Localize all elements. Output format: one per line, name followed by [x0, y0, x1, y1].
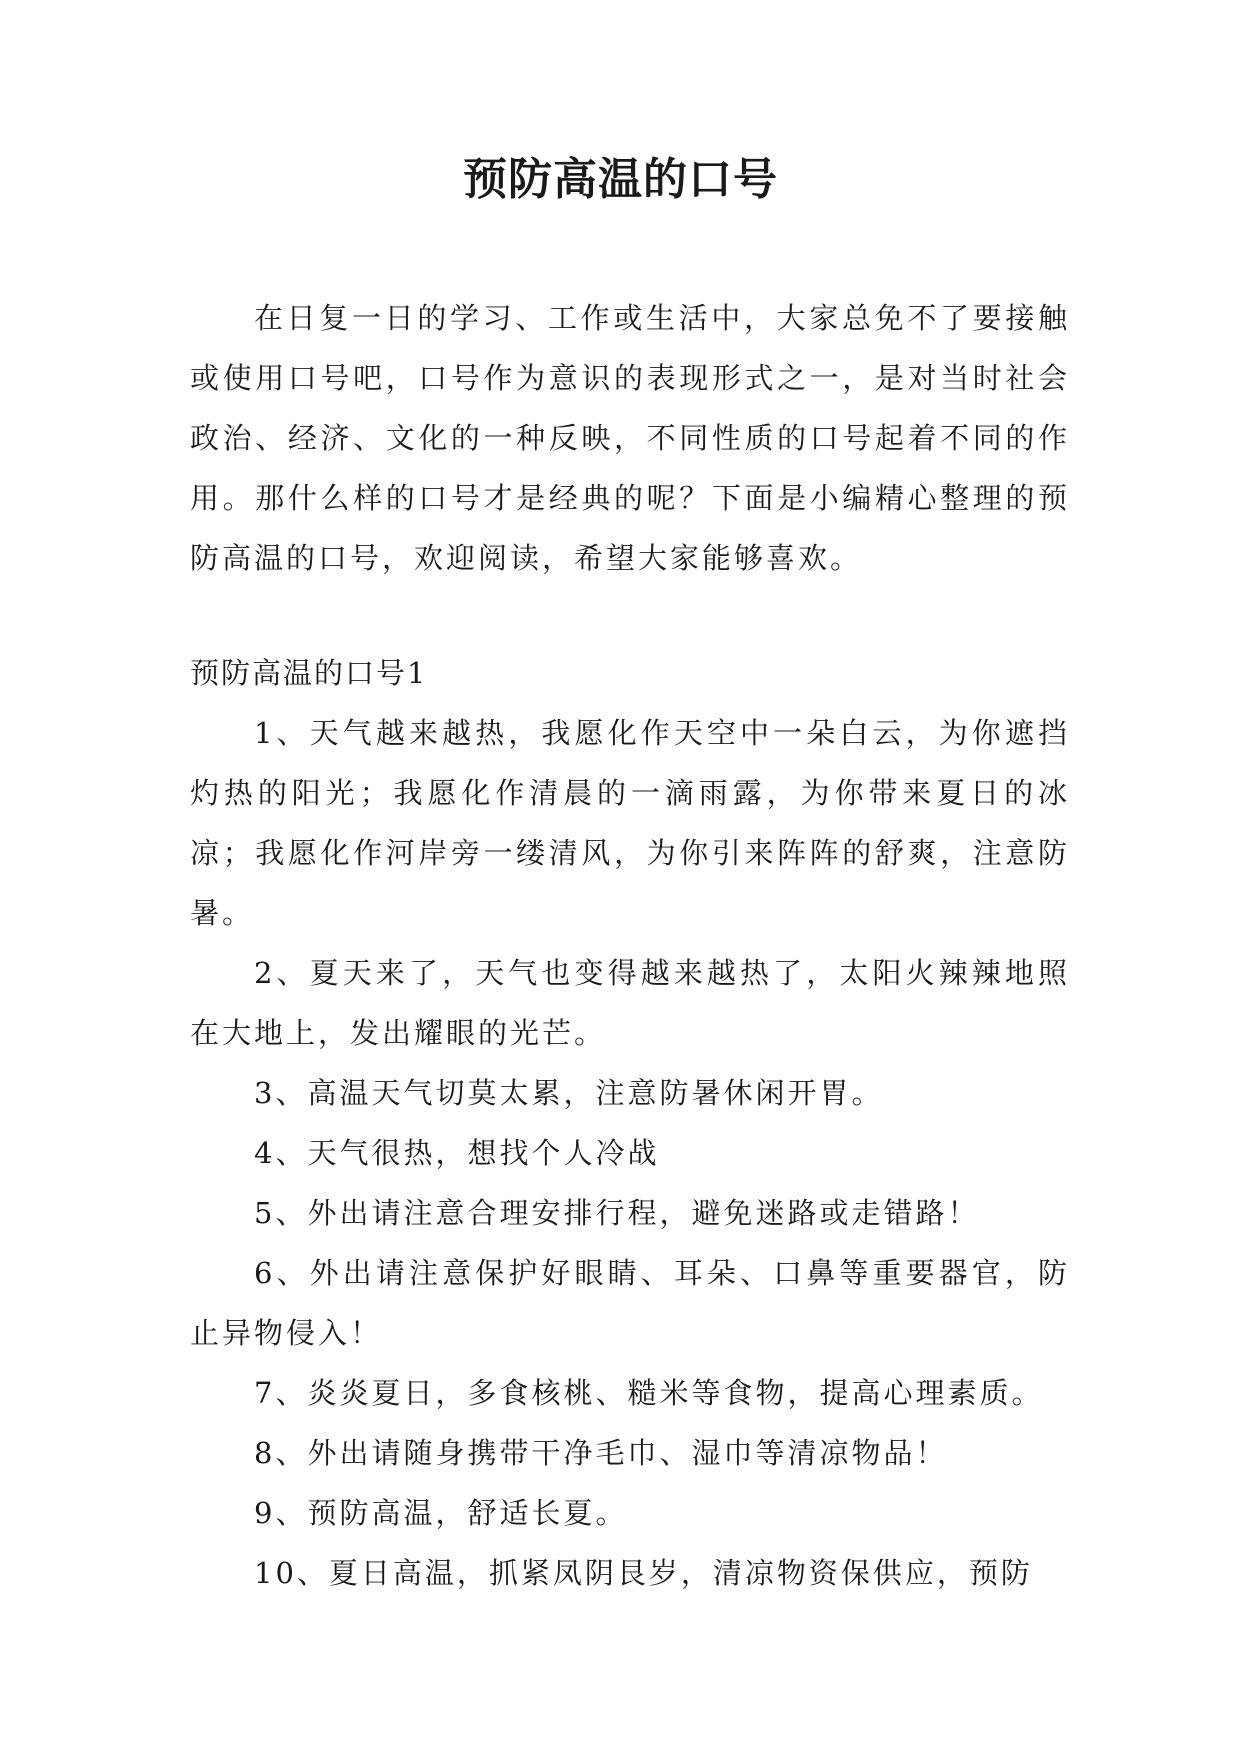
slogan-item: 10、夏日高温，抓紧凤阴艮岁，清凉物资保供应，预防 — [254, 1556, 1033, 1590]
slogan-item: 6、外出请注意保护好眼睛、耳朵、口鼻等重要器官，防止异物侵入！ — [190, 1256, 1070, 1350]
document-body — [190, 288, 1070, 1603]
section-heading: 预防高温的口号1 — [190, 656, 428, 690]
slogan-item: 7、炎炎夏日，多食核桃、糙米等食物，提高心理素质。 — [254, 1376, 1044, 1410]
slogan-item: 4、天气很热，想找个人冷战 — [254, 1136, 660, 1170]
slogan-item: 5、外出请注意合理安排行程，避免迷路或走错路！ — [254, 1196, 980, 1230]
intro-paragraph: 在日复一日的学习、工作或生活中，大家总免不了要接触或使用口号吧，口号作为意识的表现形式之一，是对当时社会政治、经济、文化的一种反映，不同性质的口号起着不同的作用。那什么样的口号才是经典的呢？下面是小编精心整理的预防高温的口号，欢迎阅读，希望大家能够喜欢。 — [190, 301, 1070, 575]
slogan-item: 3、高温天气切莫太累，注意防暑休闲开胃。 — [254, 1076, 884, 1110]
slogan-item: 1、天气越来越热，我愿化作天空中一朵白云，为你遮挡灼热的阳光；我愿化作清晨的一滴雨露，为你带来夏日的冰凉；我愿化作河岸旁一缕清风，为你引来阵阵的舒爽，注意防暑。 — [190, 716, 1070, 930]
slogan-item: 9、预防高温，舒适长夏。 — [254, 1496, 628, 1530]
slogan-item: 8、外出请随身携带干净毛巾、湿巾等清凉物品！ — [254, 1436, 948, 1470]
slogan-item: 2、夏天来了，天气也变得越来越热了，太阳火辣辣地照在大地上，发出耀眼的光芒。 — [190, 956, 1070, 1050]
document-title: 预防高温的口号 — [463, 154, 778, 205]
